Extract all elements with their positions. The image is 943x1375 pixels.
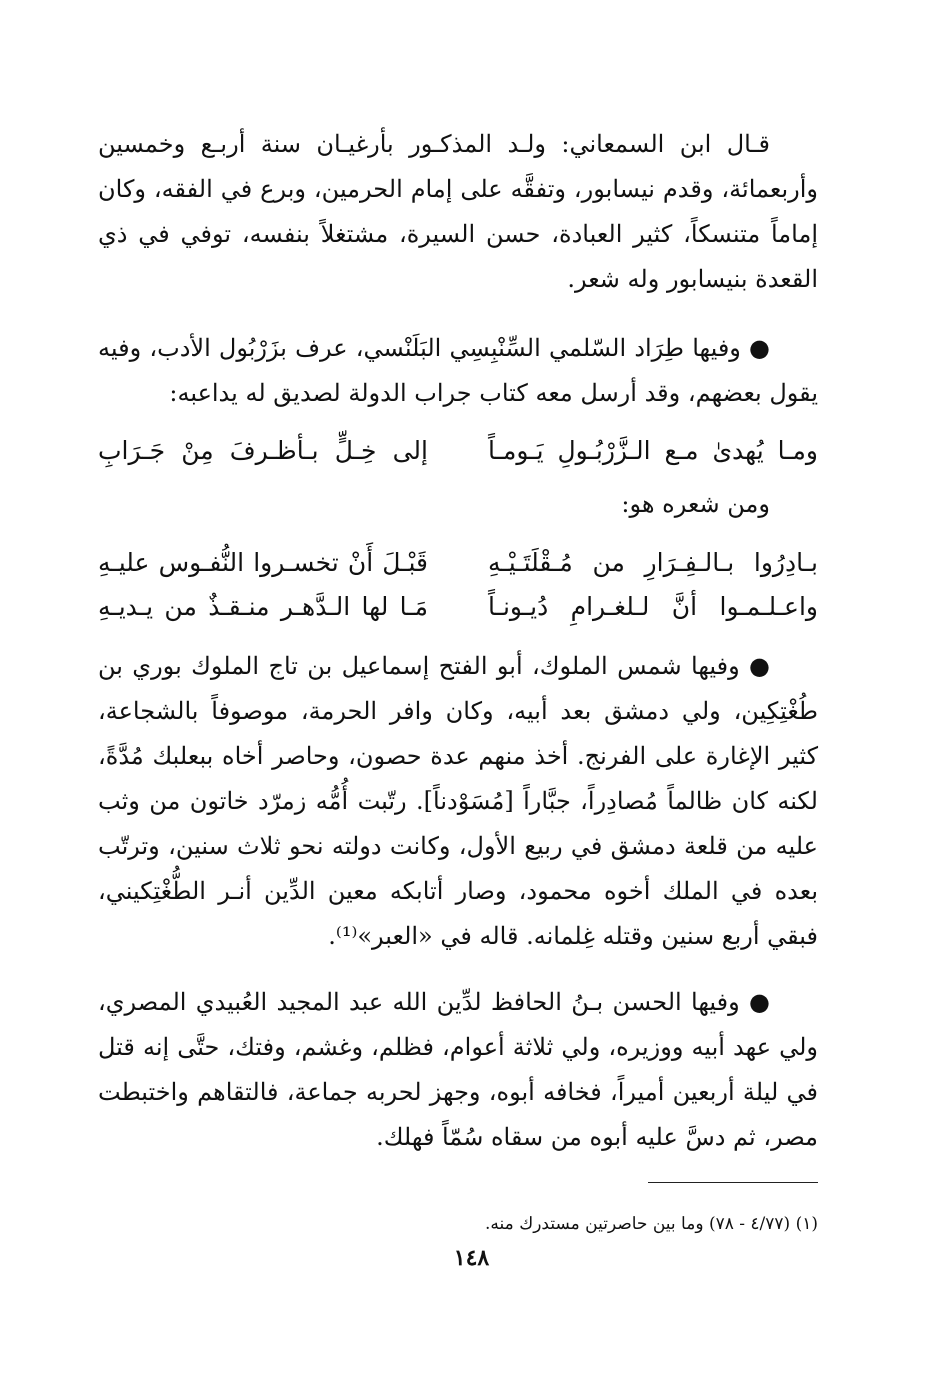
verse-second-hemistich: قَبْـلَ أَنْ تخسـروا النُّفـوس عليـهِ [98,548,428,577]
poem-intro-text: ومن شعره هو: [621,490,770,518]
paragraph-shams-al-muluk: ● وفيها شمس الملوك، أبو الفتح إسماعيل بن تاج الملوك بوري بن طُغْتِكِين، ولي دمشق بعد أبيه، وكان وافر الحرمة، موصوفاً بالشجاعة، كثير الإغارة على الفرنج. أخذ منهم عدة حصون، وحاصر أخاه ببعلبك مُدَّةً، لكنه كان ظالماً مُصادِراً، جبَّاراً [مُسَوْدناً]. رتّبت أُمُّه زمرّد خاتون من وثب عليه من قلعة دمشق في ربيع الأول، وكانت دولته نحو ثلاث سنين، وترتّب بعده في الملك أخوه محمود، وصار أتابكه معين الدِّين أنـر الطُّغْتِكيني، فبقي أربع سنين وقتله غِلمانه. قاله في «العبر»⁽¹⁾. [98,652,818,950]
footnote-separator [648,1182,818,1183]
verse-line [98,428,818,474]
verse-first-hemistich: ومـا يُهدىٰ مـع الـزَّرْبُـولِ يَـومـاً [488,436,818,465]
page-number: ١٤٨ [453,1245,490,1271]
paragraph-ibn-samani: قـال ابن السمعاني: ولـد المذكـور بأرغيـان سنة أربـع وخمسين وأربعمائة، وقدم نيسابور، وتفقَّه على إمام الحرمين، وبرع في الفقه، وكان إماماً متنسكاً، كثير العبادة، حسن السيرة، مشتغلاً بنفسه، توفي في ذي القعدة بنيسابور وله شعر. [98,130,818,293]
verse-second-hemistich: مَـا لها الـدَّهـر منـقـذٌ من يـديـهِ [98,592,428,621]
verse-line [98,540,818,586]
footnote: (١) (٤/٧٧ - ٧٨) وما بين حاصرتين مستدرك منه. [485,1214,818,1234]
paragraph-hasan-al-hafiz: ● وفيها الحسن بـنُ الحافظ لدِّين الله عبد المجيد العُبيدي المصري، ولي عهد أبيه ووزيره، ولي ثلاثة أعوام، فظلم، وغشم، وفتك، حتَّى إنه قتل في ليلة أربعين أميراً، فخافه أبوه، وجهز لحربه جماعة، فالتقاهم واختبطت مصر، ثم دسَّ عليه أبوه من سقاه سُمّاً فهلك. [98,988,818,1151]
verse-first-hemistich: بـادِرُوا بـالـفِـرَارِ من مُـقْلَتَـيْـهِ [488,548,818,577]
verse-second-hemistich: إلى خِـلٍّ بـأظـرفَ مِنْ جَـرَابِ [98,436,428,465]
verse-line [98,584,818,630]
verse-first-hemistich: واعـلـمـوا أنَّ لـلغـرامِ دُيـونـاً [488,592,818,621]
paragraph-tirad: ● وفيها طِرَاد السّلمي السِّنْبِسِي البَلَنْسي، عرف بزَرْبُول الأدب، وفيه يقول بعضهم، وقد أرسل معه كتاب جراب الدولة لصديق له يداعبه: [98,334,818,407]
